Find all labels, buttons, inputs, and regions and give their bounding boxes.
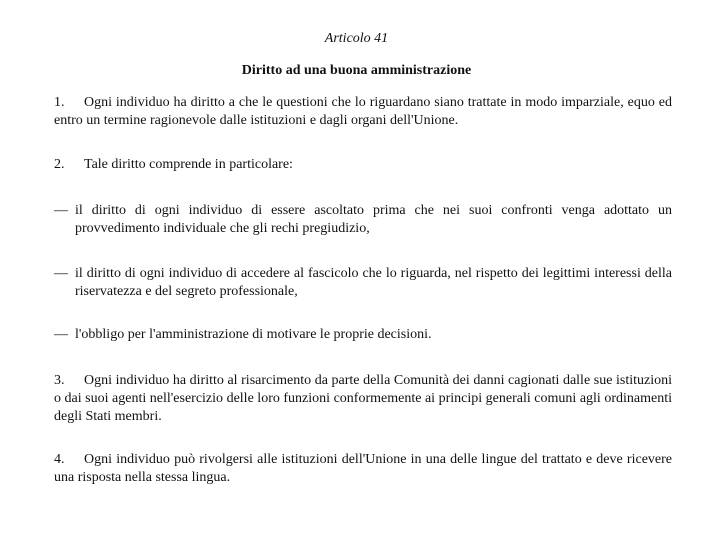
- list-item: [54, 202, 672, 238]
- list-item-text: l'obbligo per l'amministrazione di motivare le proprie decisioni.: [75, 327, 432, 342]
- list-item-text: il diritto di ogni individuo di accedere al fascicolo che lo riguarda, nel rispetto dei legittimi interessi della riservatezza e del segreto professionale,: [75, 266, 672, 299]
- paragraph-number: 4.: [54, 452, 65, 467]
- paragraph-2: [54, 156, 672, 174]
- paragraph-3: [54, 372, 672, 426]
- paragraph-4: [54, 451, 672, 487]
- paragraph-number: 3.: [54, 373, 65, 388]
- em-dash: —: [54, 266, 68, 281]
- paragraph-1: [54, 94, 672, 130]
- paragraph-number: 2.: [54, 157, 65, 172]
- article-number: Articolo 41: [324, 31, 389, 46]
- paragraph-text: Ogni individuo ha diritto a che le questioni che lo riguardano siano trattate in modo imparziale, equo ed entro un termine ragionevole dalle istituzioni e dagli organi dell'Unione.: [54, 95, 672, 128]
- paragraph-text: Ogni individuo può rivolgersi alle istituzioni dell'Unione in una delle lingue del trattato e deve ricevere una risposta nella stessa lingua.: [54, 452, 672, 485]
- paragraph-text: Ogni individuo ha diritto al risarcimento da parte della Comunità dei danni cagionati dalle sue istituzioni o dai suoi agenti nell'esercizio delle loro funzioni conformemente ai principi generali comuni agli ordinamenti degli Stati membri.: [54, 373, 672, 424]
- article-title: Diritto ad una buona amministrazione: [241, 63, 472, 78]
- list-item-text: il diritto di ogni individuo di essere ascoltato prima che nei suoi confronti venga adottato un provvedimento individuale che gli rechi pregiudizio,: [75, 203, 672, 236]
- em-dash: —: [54, 203, 68, 218]
- list-item: [54, 326, 672, 344]
- paragraph-text: Tale diritto comprende in particolare:: [84, 157, 293, 172]
- list-item: [54, 265, 672, 301]
- em-dash: —: [54, 327, 68, 342]
- paragraph-number: 1.: [54, 95, 65, 110]
